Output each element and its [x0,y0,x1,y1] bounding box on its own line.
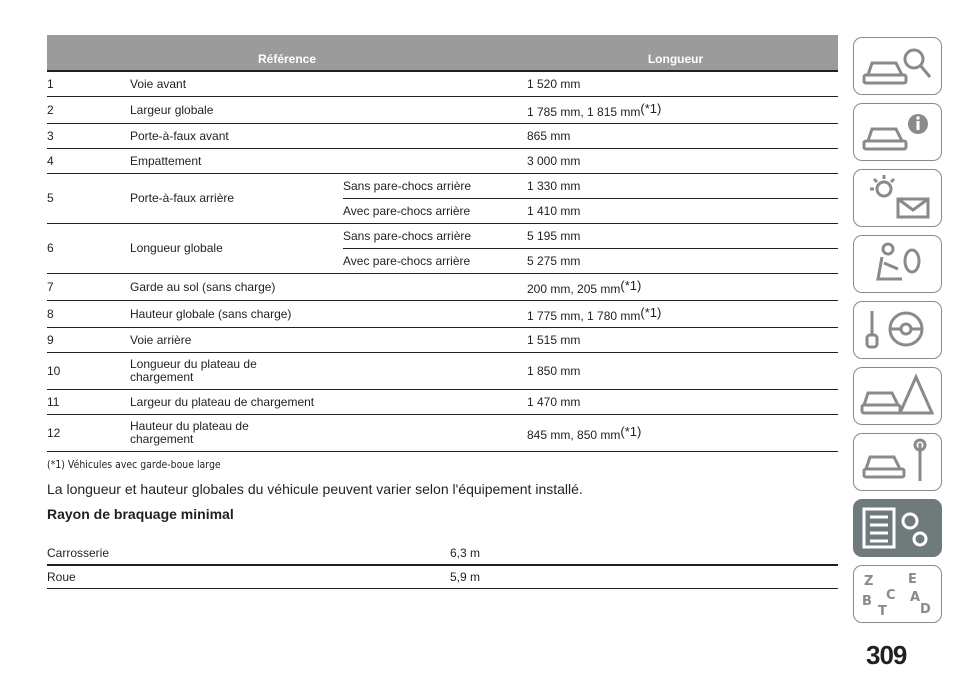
dimensions-table [47,35,838,452]
sub-label: Sans pare-chocs arrière [343,224,527,249]
row-number: 12 [47,415,130,452]
row-number: 11 [47,390,130,415]
row-value [527,301,838,328]
label-line: Longueur du plateau de [130,357,257,371]
row-label: Largeur du plateau de chargement [130,390,527,415]
tab-index[interactable] [853,565,942,623]
table-row [47,353,838,390]
row-value: 6,3 m [450,542,838,565]
tab-warning-lights[interactable] [853,169,942,227]
table-row [47,149,838,174]
row-label: Porte-à-faux avant [130,124,527,149]
table-header-row [47,35,838,71]
row-number: 3 [47,124,130,149]
value-text: 200 mm, 205 mm [527,281,621,296]
row-number: 2 [47,97,130,124]
table-row [47,328,838,353]
row-label: Garde au sol (sans charge) [130,274,527,301]
tab-car-info[interactable] [853,103,942,161]
sub-label: Avec pare-chocs arrière [343,249,527,274]
row-label [130,415,527,452]
tab-breakdown[interactable] [853,367,942,425]
row-label [130,353,527,390]
table-row [47,565,838,589]
row-number: 5 [47,174,130,224]
seat-airbag-icon [858,239,938,289]
footnote-ref: (*1) [640,100,662,116]
tab-seat-airbag[interactable] [853,235,942,293]
row-label: Largeur globale [130,97,527,124]
row-value: 5,9 m [450,565,838,589]
header-reference: Référence [47,35,527,71]
table-row [47,124,838,149]
svg-text:B: B [861,594,872,609]
svg-text:C: C [885,588,896,603]
sub-label: Avec pare-chocs arrière [343,199,527,224]
row-number: 7 [47,274,130,301]
value-text: 1 775 mm, 1 780 mm [527,308,641,323]
row-value: 865 mm [527,124,838,149]
svg-text:E: E [907,572,917,587]
row-value: 1 515 mm [527,328,838,353]
row-value [527,415,838,452]
turning-radius-table [47,542,838,589]
footnote-ref: (*1) [640,304,662,320]
label-line: chargement [130,432,194,446]
row-value: 1 410 mm [527,199,838,224]
page-number: 309 [866,640,907,670]
header-length: Longueur [527,35,838,71]
table-row [47,542,838,565]
row-label: Porte-à-faux arrière [130,174,343,224]
row-label: Hauteur globale (sans charge) [130,301,527,328]
car-breakdown-warning-icon [858,371,938,421]
row-label: Voie arrière [130,328,527,353]
row-value: 1 330 mm [527,174,838,199]
row-value [527,274,838,301]
table-row [47,224,838,249]
row-number: 10 [47,353,130,390]
svg-text:T: T [877,604,887,619]
technical-data-icon [858,503,938,553]
table-footnote: (*1) Véhicules avec garde-boue large [47,458,221,471]
value-text: 1 785 mm, 1 815 mm [527,104,641,119]
content-area [47,35,838,589]
row-number: 9 [47,328,130,353]
row-label: Longueur globale [130,224,343,274]
row-number: 1 [47,71,130,97]
row-label: Empattement [130,149,527,174]
row-value: 5 195 mm [527,224,838,249]
table-row [47,174,838,199]
key-steering-wheel-icon [858,305,938,355]
row-number: 8 [47,301,130,328]
svg-text:Z: Z [863,574,873,589]
table-row [47,301,838,328]
table-row [47,274,838,301]
row-number: 6 [47,224,130,274]
row-label: Voie avant [130,71,527,97]
label-line: Hauteur du plateau de [130,419,249,433]
sub-label: Sans pare-chocs arrière [343,174,527,199]
table-row [47,390,838,415]
row-value: 1 470 mm [527,390,838,415]
row-value: 5 275 mm [527,249,838,274]
section-heading: Rayon de braquage minimal [47,506,234,522]
row-value: 1 520 mm [527,71,838,97]
car-info-icon [858,107,938,157]
alphabetical-index-icon [858,569,938,619]
table-row [47,97,838,124]
tab-key-steering[interactable] [853,301,942,359]
footnote-ref: (*1) [620,423,642,439]
row-label: Roue [47,565,450,589]
value-text: 845 mm, 850 mm [527,427,621,442]
row-value: 1 850 mm [527,353,838,390]
row-value [527,97,838,124]
tab-car-search[interactable] [853,37,942,95]
table-row [47,415,838,452]
row-value: 3 000 mm [527,149,838,174]
svg-text:D: D [919,602,931,617]
tab-maintenance[interactable] [853,433,942,491]
row-label: Carrosserie [47,542,450,565]
label-line: chargement [130,370,194,384]
row-number: 4 [47,149,130,174]
warning-light-message-icon [858,173,938,223]
body-paragraph: La longueur et hauteur globales du véhicule peuvent varier selon l'équipement installé. [47,481,583,497]
car-maintenance-icon [858,437,938,487]
table-row [47,71,838,97]
footnote-ref: (*1) [620,277,642,293]
svg-text:A: A [909,590,920,605]
chapter-tabs [853,37,944,631]
tab-technical-data[interactable] [853,499,942,557]
car-search-icon [858,41,938,91]
